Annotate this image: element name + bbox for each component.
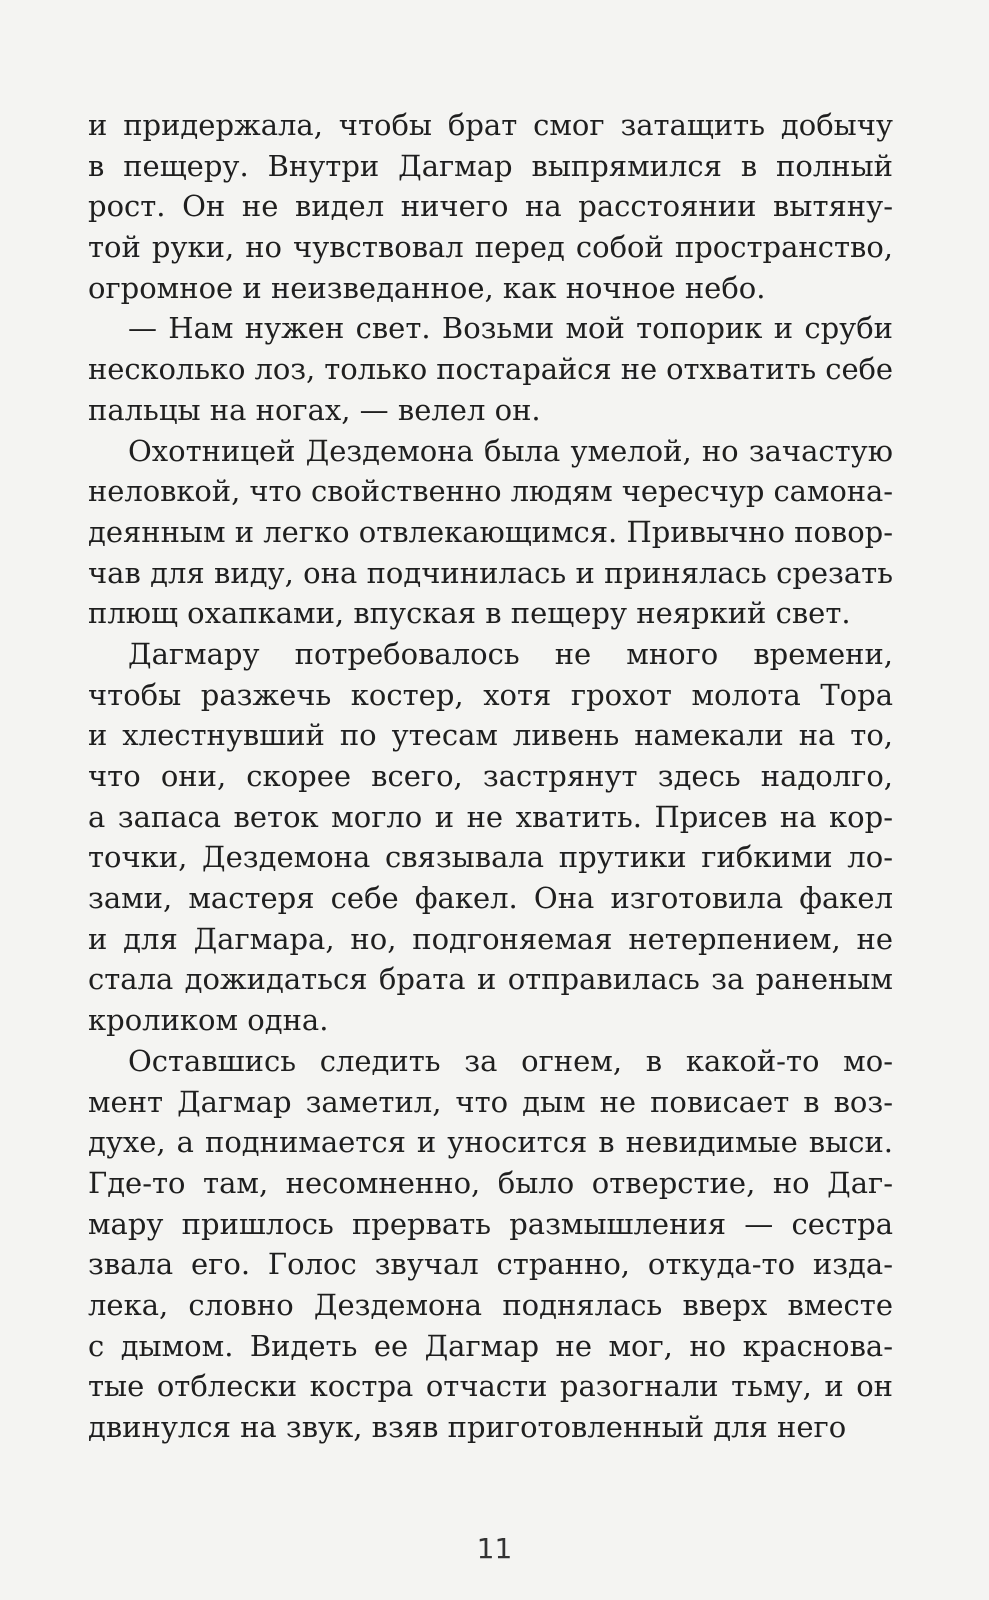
- text-line: в пещеру. Внутри Дагмар выпрямился в полный: [88, 148, 893, 183]
- text-line: лека, словно Дездемона поднялась вверх вместе: [88, 1287, 893, 1322]
- text-line: Дагмару потребовалось не много времени,: [128, 636, 893, 671]
- text-line: точки, Дездемона связывала прутики гибкими ло-: [88, 840, 893, 875]
- text-line: и придержала, чтобы брат смог затащить добычу: [88, 108, 893, 142]
- text-line: звала его. Голос звучал странно, откуда-то изда-: [88, 1247, 893, 1282]
- text-line: Где-то там, несомненно, было отверстие, но Даг-: [88, 1165, 893, 1200]
- text-line: стала дожидаться брата и отправилась за раненым: [88, 962, 893, 997]
- text-line: и хлестнувший по утесам ливень намекали на то,: [88, 718, 893, 753]
- text-line: и для Дагмара, но, подгоняемая нетерпением, не: [88, 921, 893, 956]
- text-line: неловкой, что свойственно людям чересчур самона-: [88, 474, 893, 509]
- paragraph: [88, 1041, 893, 1448]
- text-line: — Нам нужен свет. Возьми мой топорик и сруби: [128, 311, 893, 346]
- text-line: пальцы на ногах, — велел он.: [88, 392, 541, 427]
- page-number: 11: [476, 1532, 513, 1565]
- text-line: кроликом одна.: [88, 1003, 329, 1038]
- text-line: плющ охапками, впуская в пещеру неяркий свет.: [88, 596, 851, 631]
- text-line: той руки, но чувствовал перед собой пространство,: [88, 230, 893, 265]
- text-line: чав для виду, она подчинилась и принялась срезать: [88, 555, 893, 590]
- paragraph: [88, 634, 893, 1041]
- text-line: деянным и легко отвлекающимся. Привычно повор-: [88, 514, 893, 549]
- paragraph: [88, 308, 893, 430]
- text-line: духе, а поднимается и уносится в невидимые выси.: [88, 1125, 893, 1160]
- text-line: а запаса веток могло и не хватить. Присев на кор-: [88, 799, 893, 834]
- body-text: [88, 105, 893, 1448]
- text-line: мару пришлось прервать размышления — сестра: [88, 1206, 893, 1241]
- text-line: что они, скорее всего, застрянут здесь надолго,: [88, 759, 893, 793]
- text-line: двинулся на звук, взяв приготовленный для него: [88, 1410, 847, 1444]
- text-line: огромное и неизведанное, как ночное небо.: [88, 270, 766, 305]
- text-line: Оставшись следить за огнем, в какой-то мо-: [128, 1043, 893, 1078]
- text-line: Охотницей Дездемона была умелой, но зачастую: [128, 433, 893, 468]
- text-line: с дымом. Видеть ее Дагмар не мог, но краснова-: [88, 1328, 893, 1363]
- text-line: чтобы разжечь костер, хотя грохот молота Тора: [88, 677, 893, 712]
- paragraph: [88, 431, 893, 634]
- text-line: тые отблески костра отчасти разогнали тьму, и он: [88, 1369, 893, 1404]
- text-line: зами, мастеря себе факел. Она изготовила факел: [88, 881, 893, 916]
- paragraph: [88, 105, 893, 308]
- text-line: мент Дагмар заметил, что дым не повисает в воз-: [88, 1084, 893, 1119]
- text-line: несколько лоз, только постарайся не отхватить себе: [88, 352, 893, 387]
- text-line: рост. Он не видел ничего на расстоянии вытяну-: [88, 189, 893, 224]
